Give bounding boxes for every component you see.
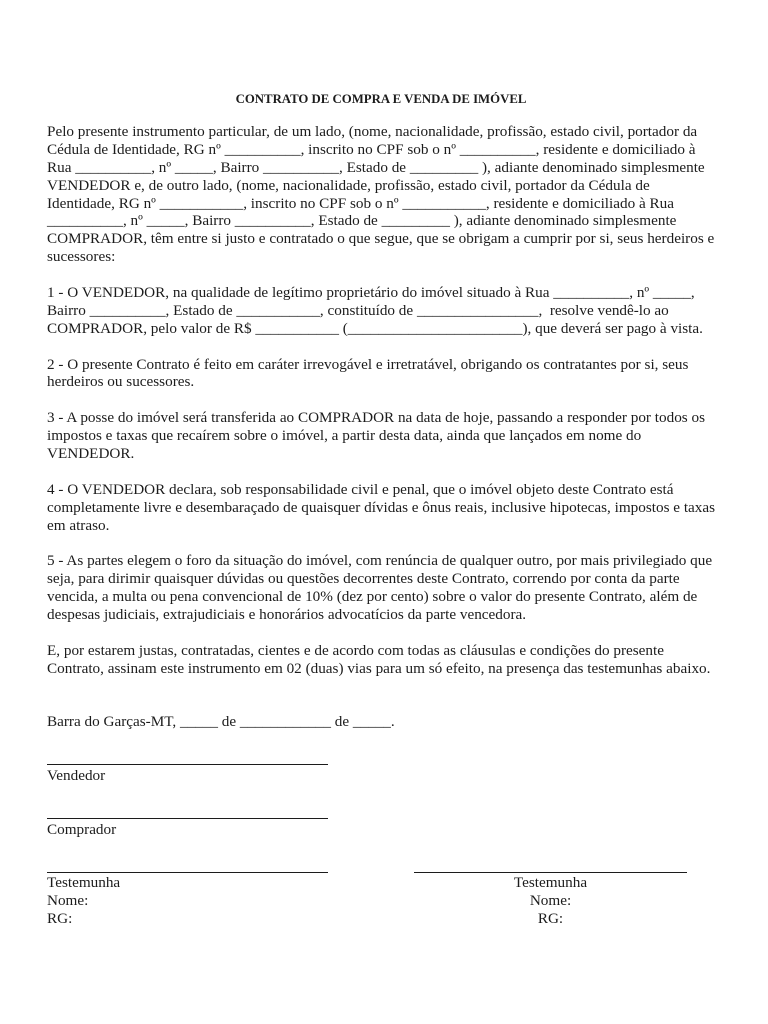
text-line: Cédula de Identidade, RG nº __________, inscrito no CPF sob o nº __________, residente e domiciliado à [47, 140, 696, 158]
buyer-signature-block [47, 818, 328, 839]
text-line: completamente livre e desembaraçado de quaisquer dívidas e ônus reais, inclusive hipotecas, impostos e taxas [47, 498, 716, 516]
seller-signature-block [47, 764, 328, 785]
text-line: Pelo presente instrumento particular, de um lado, (nome, nacionalidade, profissão, estado civil, portador da [47, 123, 698, 140]
text-line: Bairro __________, Estado de ___________, constituído de ________________, resolve vendê-lo ao [47, 301, 669, 319]
text-line: 3 - A posse do imóvel será transferida ao COMPRADOR na data de hoje, passando a responder por todos os [47, 409, 705, 427]
text-line: despesas judiciais, extrajudiciais e honorários advocatícios da parte vencedora. [47, 606, 527, 624]
buyer-label: Comprador [47, 821, 117, 838]
text-line: 5 - As partes elegem o foro da situação do imóvel, com renúncia de qualquer outro, por mais privilegiado que [47, 552, 713, 570]
text-line: 2 - O presente Contrato é feito em caráter irrevogável e irretratável, obrigando os contratantes por si, seus [47, 355, 689, 373]
clause-5-paragraph [47, 552, 747, 624]
text-line: impostos e taxas que recaírem sobre o imóvel, a partir desta data, ainda que lançados em nome do [47, 427, 642, 445]
closing-paragraph [47, 642, 747, 678]
witness-name-label: Nome: [47, 891, 89, 909]
text-line: 1 - O VENDEDOR, na qualidade de legítimo proprietário do imóvel situado à Rua __________, nº _____, [47, 284, 695, 302]
clause-3-paragraph [47, 409, 747, 463]
text-line: Identidade, RG nº ___________, inscrito no CPF sob o nº ___________, residente e domiciliado à Rua [47, 194, 674, 212]
witness-1-signature-block [47, 872, 328, 928]
clause-4-paragraph [47, 481, 747, 535]
witness-id-label: RG: [537, 909, 564, 927]
text-line: VENDEDOR. [47, 445, 135, 463]
text-line: seja, para dirimir quaisquer dúvidas ou questões decorrentes deste Contrato, correndo por conta da parte [47, 570, 680, 588]
witness-name-label: Nome: [529, 891, 572, 909]
text-line: herdeiros ou sucessores. [47, 373, 195, 391]
text-line: sucessores: [47, 248, 116, 266]
text-line: Rua __________, nº _____, Bairro __________, Estado de _________ ), adiante denominado simplesmente [47, 158, 705, 176]
witness-2-signature-block [414, 872, 687, 928]
text-line: 4 - O VENDEDOR declara, sob responsabilidade civil e penal, que o imóvel objeto deste Contrato está [47, 480, 674, 498]
text-line: vencida, a multa ou pena convencional de 10% (dez por cento) sobre o valor do presente Contrato, além de [47, 588, 698, 606]
text-line: __________, nº _____, Bairro __________, Estado de _________ ), adiante denominado simplesmente [47, 212, 677, 230]
text-line: COMPRADOR, têm entre si justo e contratado o que segue, que se obrigam a cumprir por si, seus herdeiros e [47, 230, 715, 248]
contract-body [47, 123, 747, 731]
document-title: CONTRATO DE COMPRA E VENDA DE IMÓVEL [235, 92, 527, 106]
place-date-line: Barra do Garças-MT, _____ de ____________ de _____. [47, 713, 395, 731]
seller-label: Vendedor [47, 767, 106, 784]
preamble-paragraph [47, 123, 747, 266]
text-line: em atraso. [47, 516, 110, 534]
clause-2-paragraph [47, 356, 747, 392]
clause-1-paragraph [47, 284, 747, 338]
witness-id-label: RG: [47, 909, 73, 927]
text-line: COMPRADOR, pelo valor de R$ ___________ (_______________________), que deverá ser pago à vista. [47, 319, 703, 337]
text-line: VENDEDOR e, de outro lado, (nome, nacionalidade, profissão, estado civil, portador da Cédula de [47, 176, 650, 194]
text-line: E, por estarem justas, contratadas, cientes e de acordo com todas as cláusulas e condições do presente [47, 641, 664, 659]
witness-label: Testemunha [47, 874, 121, 891]
text-line: Contrato, assinam este instrumento em 02 (duas) vias para um só efeito, na presença das testemunhas abaixo. [47, 659, 711, 677]
witness-label: Testemunha [513, 874, 588, 891]
